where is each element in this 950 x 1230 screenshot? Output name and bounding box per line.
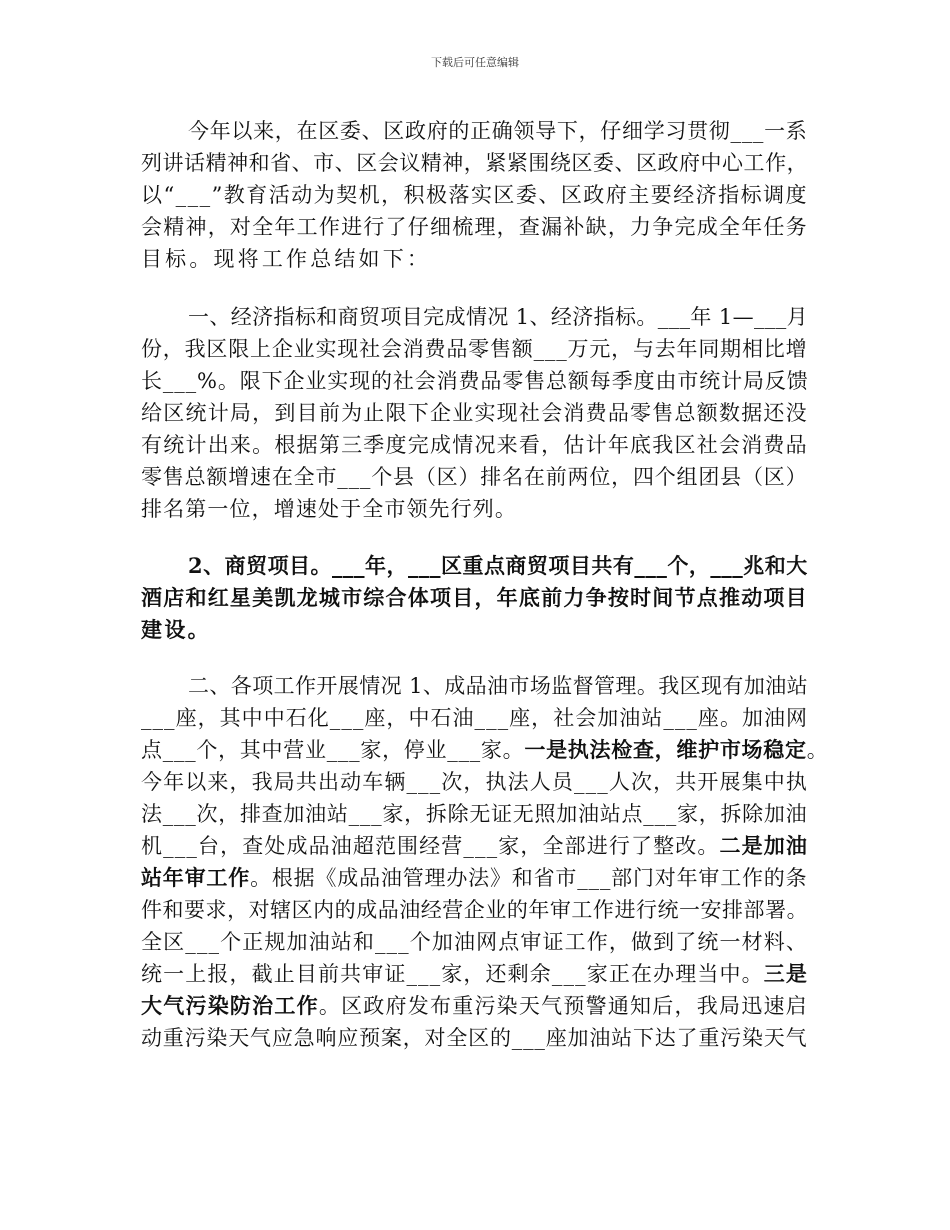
text-line	[141, 429, 808, 461]
text-run: 一、经济指标和商贸项目完成情况 1、经济指标。___年 1—___月	[188, 305, 808, 329]
text-run: 会精神，对全年工作进行了仔细梳理，查漏补缺，力争完成全年任务	[141, 215, 808, 239]
bold-text-run: 2、商贸项目。___年，___区重点商贸项目共有___个，___兆和大	[188, 553, 808, 578]
text-line	[141, 614, 211, 646]
bold-text-run: 一是执法检查，维护市场稳定	[524, 737, 807, 762]
text-run: 今年以来，我局共出动车辆___次，执法人员___人次，共开展集中执	[141, 770, 808, 794]
text-line	[141, 862, 807, 894]
text-run: ___座，其中中石化___座，中石油___座，社会加油站___座。加油网	[141, 706, 809, 730]
text-run: 件和要求，对辖区内的成品油经营企业的年审工作进行统一安排部署。	[141, 898, 809, 922]
bold-text-run: 酒店和红星美凯龙城市综合体项目，年底前力争按时间节点推动项目	[141, 585, 808, 610]
bold-text-run: 建设。	[141, 617, 211, 642]
page-header: 下载后可任意编辑	[431, 56, 519, 69]
text-line	[141, 958, 808, 990]
text-line	[188, 301, 808, 333]
text-run: 排名第一位，增速处于全市领先行列。	[141, 497, 518, 521]
text-run: 。	[806, 738, 829, 762]
text-run: 零售总额增速在全市___个县（区）排名在前两位，四个组团县（区）	[141, 465, 808, 489]
text-line	[141, 894, 808, 926]
bold-text-run: 大气污染防治工作	[141, 993, 319, 1018]
text-run: 给区统计局，到目前为止限下企业实现社会消费品零售总额数据还没	[141, 401, 808, 425]
text-run: 二、各项工作开展情况 1、成品油市场监督管理。我区现有加油站	[188, 674, 809, 698]
text-line	[141, 990, 808, 1022]
text-run: 。区政府发布重污染天气预警通知后，我局迅速启	[318, 994, 808, 1018]
text-line	[141, 702, 808, 734]
text-line	[141, 766, 808, 798]
text-line	[141, 1022, 807, 1054]
text-line	[141, 798, 807, 830]
text-line	[141, 179, 808, 211]
bold-text-run: 三是	[763, 961, 808, 986]
text-line	[141, 333, 807, 365]
bold-text-run: 二是加油	[719, 833, 808, 858]
text-line	[141, 365, 809, 397]
text-line	[141, 461, 807, 493]
text-run: 份，我区限上企业实现社会消费品零售额___万元，与去年同期相比增	[141, 337, 808, 361]
text-line	[188, 670, 808, 702]
bold-text-run: 站年审工作	[141, 865, 251, 890]
text-run: 统一上报，截止目前共审证___家，还剩余___家正在办理当中。	[141, 962, 764, 986]
text-run: 点___个，其中营业___家，停业___家。	[141, 738, 525, 762]
text-line	[188, 115, 808, 147]
text-line	[141, 397, 808, 429]
text-line	[141, 493, 517, 525]
text-run: 。根据《成品油管理办法》和省市___部门对年审工作的条	[250, 866, 808, 890]
text-line	[141, 243, 431, 275]
text-run: 动重污染天气应急响应预案，对全区的___座加油站下达了重污染天气	[141, 1026, 808, 1050]
text-run: 以“___”教育活动为契机，积极落实区委、区政府主要经济指标调度	[141, 183, 809, 207]
text-line	[141, 582, 808, 614]
text-run: 全区___个正规加油站和___个加油网点审证工作，做到了统一材料、	[141, 930, 808, 954]
text-line	[141, 926, 808, 958]
text-run: 有统计出来。根据第三季度完成情况来看，估计年底我区社会消费品	[141, 433, 808, 457]
text-line	[141, 830, 808, 862]
text-run: 机___台，查处成品油超范围经营___家，全部进行了整改。	[141, 834, 720, 858]
text-run: 法___次，排查加油站___家，拆除无证无照加油站点___家，拆除加油	[141, 802, 808, 826]
text-run: 长___%。限下企业实现的社会消费品零售总额每季度由市统计局反馈	[141, 369, 809, 393]
text-line	[188, 550, 808, 582]
text-line	[141, 211, 808, 243]
text-run: 列讲话精神和省、市、区会议精神，紧紧围绕区委、区政府中心工作，	[141, 151, 809, 175]
text-run: 目标。现将工作总结如下：	[141, 247, 432, 271]
text-line	[141, 734, 828, 766]
text-line	[141, 147, 808, 179]
text-run: 今年以来，在区委、区政府的正确领导下，仔细学习贯彻___一系	[188, 119, 808, 143]
